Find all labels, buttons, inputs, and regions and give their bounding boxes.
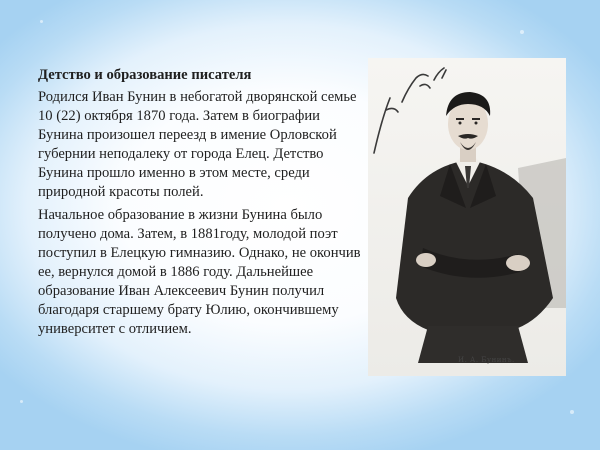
signature-image [368,58,566,168]
paragraph-education: Начальное образование в жизни Бунина было получено дома. Затем, в 1881году, молодой поэт поступил в Елецкую гимназию. Однако, не окончив ее, вернулся домой в 1886 году. Дальнейшее образование Иван Алексеевич Бунин получил благодаря старшему брату Юлию, окончившему университет с отличием. [38,207,361,337]
background-sparkle [20,400,23,403]
bunin-portrait-photo [368,58,566,376]
background-sparkle [520,30,524,34]
background-sparkle [570,410,574,414]
slide-text-block [38,66,364,343]
paragraph-childhood: Родился Иван Бунин в небогатой дворянской семье 10 (22) октября 1870 года. Затем в биографии Бунина произошел переезд в имение Орловской губернии неподалеку от города Елец. Детство Бунина прошло именно в этом месте, среди природной красоты полей. [38,89,357,200]
background-sparkle [40,20,43,23]
portrait-caption: И. А. Бунинъ. [458,356,515,364]
section-heading: Детство и образование писателя [38,67,252,83]
